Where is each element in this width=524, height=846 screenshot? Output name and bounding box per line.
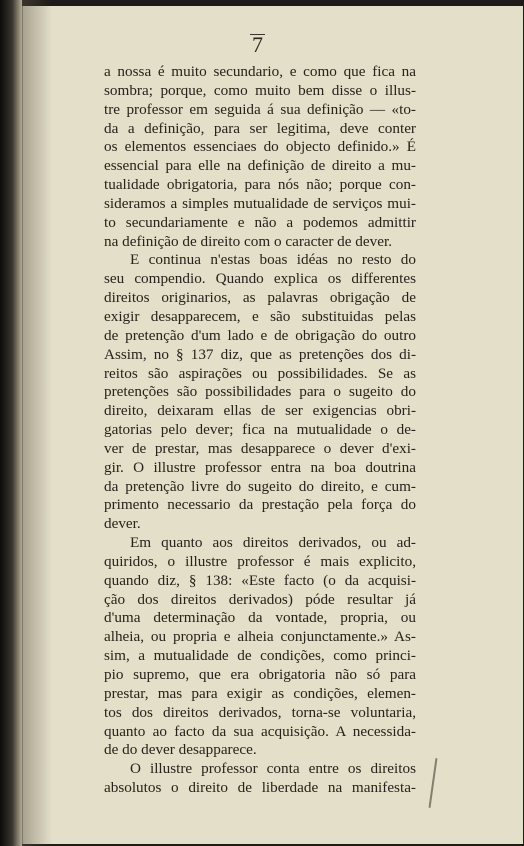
body-text [104, 63, 416, 798]
text-line: prestar, mas para exigir as condições, elemen- [104, 684, 416, 702]
text-line: Assim, no § 137 diz, que as pretenções dos di- [104, 345, 416, 363]
text-line: d'uma determinação da vontade, propria, ou [104, 609, 416, 627]
text-line: a nossa é muito secundario, e como que fica na [104, 63, 416, 80]
text-line: da a definição, para ser legitima, deve conter [104, 119, 416, 137]
text-line: alheia, ou propria e alheia conjunctamente.» As- [104, 628, 416, 646]
text-line: absolutos o direito de liberdade na manifesta- [104, 779, 416, 797]
text-line: to secundariamente e não a podemos admittir [104, 213, 416, 231]
text-line: exigir desapparecem, e são substituidas pelas [104, 307, 416, 325]
text-line: quando diz, § 138: «Este facto (o da acquisi- [104, 571, 416, 589]
text-line: O illustre professor conta entre os direitos [130, 760, 416, 778]
text-line: gir. O illustre professor entra na boa doutrina [104, 458, 416, 476]
text-line: tre professor em seguida á sua definição — «to- [104, 100, 416, 118]
text-line: E continua n'estas boas idéas no resto do [130, 251, 416, 269]
text-line: na definição de direito com o caracter de dever. [104, 232, 392, 250]
text-line: essencial para elle na definição de direito a mu- [104, 157, 416, 175]
text-line: tos dos direitos derivados, torna-se voluntaria, [104, 703, 416, 721]
text-line: de pretenção d'um lado e de obrigação do outro [104, 326, 416, 344]
text-line: seu compendio. Quando explica os differentes [104, 270, 416, 288]
text-line: sim, a mutualidade de condições, como princi- [104, 647, 416, 665]
text-line: quanto ao facto da sua acquisição. A necessida- [104, 722, 416, 740]
text-line: primento necessario da prestação pela força do [104, 496, 416, 514]
text-line: os elementos essenciaes do objecto definido.» É [104, 138, 416, 156]
text-line: direito, deixaram ellas de ser exigencias obri- [104, 402, 416, 420]
text-line: ção dos direitos derivados) póde resultar já [104, 590, 416, 608]
text-line: sombra; porque, como muito bem disse o illus- [104, 81, 416, 99]
text-line: gatorias pelo dever; fica na mutualidade o de- [104, 421, 416, 439]
text-line: da pretenção livre do sugeito do direito, e cum- [104, 477, 416, 495]
text-line: direitos originarios, as palavras obrigação de [104, 289, 416, 307]
text-line: tualidade obrigatoria, para nós não; porque con- [104, 176, 416, 194]
text-line: pio supremo, que era obrigatoria não só para [104, 666, 416, 683]
book-binding-edge [0, 0, 22, 846]
text-line: quiridos, o illustre professor é mais explicito, [104, 552, 416, 570]
text-line: dever. [104, 515, 141, 533]
text-line: sideramos a simples mutualidade de serviços mui- [104, 194, 416, 212]
text-line: pretenções são possibilidades para o sugeito do [104, 383, 416, 401]
text-line: Em quanto aos direitos derivados, ou ad- [130, 534, 416, 552]
page-number: 7 [252, 32, 263, 57]
text-line: reitos são aspirações ou possibilidades. Se as [104, 364, 416, 382]
text-line: de do dever desapparece. [104, 741, 257, 759]
text-line: ver de prestar, mas desapparece o dever d'exi- [104, 439, 416, 457]
